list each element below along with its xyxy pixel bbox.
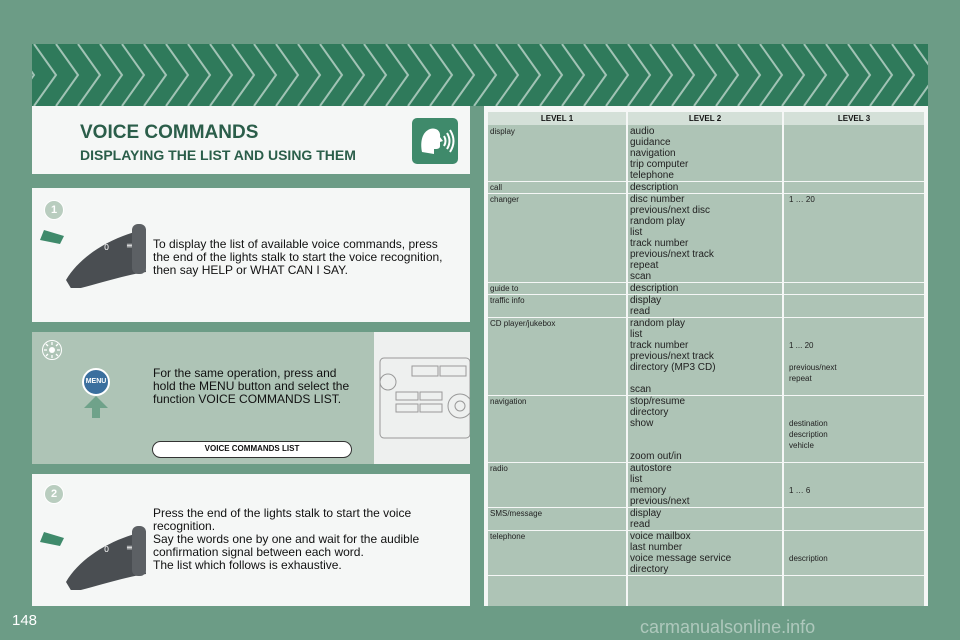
header-level3: LEVEL 3: [784, 112, 924, 125]
chevron-stripe: [166, 44, 188, 106]
table-cell-level2: autostore: [630, 463, 672, 474]
chevron-stripe: [100, 44, 122, 106]
table-cell-level1: telephone: [490, 532, 526, 541]
chevron-pattern: [32, 44, 928, 106]
chevron-stripe: [760, 44, 782, 106]
chevron-stripe: [496, 44, 518, 106]
svg-text:≡: ≡: [126, 543, 133, 552]
table-cell-level3: description: [789, 554, 828, 563]
voice-commands-list-pill: VOICE COMMANDS LIST: [152, 441, 352, 458]
table-cell-level2: description: [630, 182, 679, 193]
chevron-stripe: [122, 44, 144, 106]
row-divider: [488, 395, 924, 396]
chevron-stripe: [738, 44, 760, 106]
chevron-stripe: [892, 44, 914, 106]
chevron-stripe: [32, 44, 34, 106]
row-divider: [488, 530, 924, 531]
chevron-stripe: [144, 44, 166, 106]
row-divider: [488, 282, 924, 283]
table-cell-level2: previous/next disc: [630, 205, 711, 216]
table-cell-level1: radio: [490, 464, 508, 473]
tip-line: function VOICE COMMANDS LIST.: [153, 392, 342, 406]
table-cell-level2: repeat: [630, 260, 659, 271]
table-cell-level2: memory: [630, 485, 667, 496]
table-cell-level2: stop/resume: [630, 396, 686, 407]
table-cell-level2: read: [630, 306, 651, 317]
table-cell-level2: directory (MP3 CD): [630, 362, 716, 373]
chevron-stripe: [430, 44, 452, 106]
chevron-stripe: [716, 44, 738, 106]
table-cell-level3: repeat: [789, 374, 812, 383]
tip-line: For the same operation, press and: [153, 366, 337, 380]
table-cell-level3: 1 … 20: [789, 195, 815, 204]
table-cell-level2: list: [630, 474, 643, 485]
table-cell-level2: voice mailbox: [630, 531, 691, 542]
step2-panel: [32, 474, 470, 606]
table-cell-level3: description: [789, 430, 828, 439]
chevron-stripe: [672, 44, 694, 106]
chevron-stripe: [848, 44, 870, 106]
chevron-stripe: [210, 44, 232, 106]
table-cell-level2: random play: [630, 216, 686, 227]
table-cell-level3: destination: [789, 419, 828, 428]
chevron-stripe: [826, 44, 848, 106]
chevron-stripe: [518, 44, 540, 106]
chevron-stripe: [386, 44, 408, 106]
row-divider: [488, 462, 924, 463]
chevron-stripe: [540, 44, 562, 106]
step1-badge: 1: [44, 200, 64, 220]
table-cell-level3: previous/next: [789, 363, 837, 372]
chevron-stripe: [342, 44, 364, 106]
row-divider: [488, 575, 924, 576]
watermark: carmanualsonline.info: [640, 617, 816, 637]
chevron-stripe: [474, 44, 496, 106]
chevron-stripe: [232, 44, 254, 106]
chevron-stripe: [562, 44, 584, 106]
row-divider: [488, 181, 924, 182]
table-cell-level1: traffic info: [490, 296, 525, 305]
header-level1: LEVEL 1: [488, 112, 626, 125]
table-cell-level2: previous/next track: [630, 351, 714, 362]
table-cell-level2: description: [630, 283, 679, 294]
voice-command-icon: [412, 118, 458, 164]
table-cell-level1: display: [490, 127, 515, 136]
table-cell-level1: CD player/jukebox: [490, 319, 556, 328]
step2-line: The list which follows is exhaustive.: [153, 558, 342, 572]
chevron-stripe: [276, 44, 298, 106]
table-cell-level2: audio: [630, 126, 655, 137]
table-cell-level2: scan: [630, 384, 652, 395]
svg-text:0: 0: [104, 545, 110, 554]
table-cell-level2: read: [630, 519, 651, 530]
tip-text: [153, 367, 349, 406]
chevron-stripe: [584, 44, 606, 106]
page-number: 148: [12, 612, 38, 629]
row-divider: [488, 294, 924, 295]
lights-stalk-illustration: [40, 518, 150, 590]
chevron-stripe: [188, 44, 210, 106]
table-cell-level2: voice message service: [630, 553, 732, 564]
page-subtitle: DISPLAYING THE LIST AND USING THEM: [80, 147, 356, 163]
table-cell-level2: directory: [630, 407, 669, 418]
step1-text: [153, 238, 443, 277]
table-cell-level1: call: [490, 183, 503, 192]
table-cell-level1: navigation: [490, 397, 527, 406]
tip-line: hold the MENU button and select the: [153, 379, 350, 393]
lights-stalk-illustration: [40, 216, 150, 288]
table-cell-level3: 1 … 6: [789, 486, 811, 495]
chevron-stripe: [452, 44, 474, 106]
level3-column: [784, 112, 924, 606]
chevron-stripe: [804, 44, 826, 106]
table-cell-level2: scan: [630, 271, 652, 282]
step1-panel: [32, 188, 470, 322]
step2-text: [153, 507, 419, 572]
chevron-stripe: [254, 44, 276, 106]
chevron-stripe: [78, 44, 100, 106]
chevron-stripe: [408, 44, 430, 106]
chevron-stripe: [782, 44, 804, 106]
table-cell-level2: previous/next track: [630, 249, 714, 260]
chevron-stripe: [694, 44, 716, 106]
table-cell-level2: random play: [630, 318, 686, 329]
table-cell-level2: track number: [630, 238, 689, 249]
chevron-stripe: [56, 44, 78, 106]
table-cell-level2: track number: [630, 340, 689, 351]
chevron-stripe: [364, 44, 386, 106]
chevron-stripe: [628, 44, 650, 106]
chevron-banner: [32, 44, 928, 106]
table-cell-level2: telephone: [630, 170, 674, 181]
title-box: [32, 106, 470, 174]
chevron-stripe: [34, 44, 56, 106]
table-cell-level2: list: [630, 329, 643, 340]
chevron-stripe: [606, 44, 628, 106]
table-cell-level2: last number: [630, 542, 683, 553]
page-title: VOICE COMMANDS: [80, 122, 259, 143]
table-cell-level2: guidance: [630, 137, 671, 148]
row-divider: [488, 193, 924, 194]
step2-line: Say the words one by one and wait for the audible: [153, 532, 420, 546]
radio-panel-illustration: [374, 332, 470, 464]
step2-line: recognition.: [153, 519, 216, 533]
chevron-stripe: [320, 44, 342, 106]
chevron-stripe: [870, 44, 892, 106]
sun-icon: [42, 340, 62, 360]
table-cell-level2: show: [630, 418, 654, 429]
chevron-stripe: [298, 44, 320, 106]
chevron-stripe: [914, 44, 928, 106]
table-cell-level3: 1 ... 20: [789, 341, 814, 350]
table-cell-level1: guide to: [490, 284, 519, 293]
step1-line: then say HELP or WHAT CAN I SAY.: [153, 263, 348, 277]
voice-commands-table: [484, 106, 928, 606]
menu-button-illustration: MENU: [82, 368, 110, 396]
step2-line: confirmation signal between each word.: [153, 545, 364, 559]
table-cell-level3: vehicle: [789, 441, 814, 450]
step2-line: Press the end of the lights stalk to start the voice: [153, 506, 412, 520]
header-level2: LEVEL 2: [628, 112, 782, 125]
table-cell-level2: disc number: [630, 194, 685, 205]
svg-text:0: 0: [104, 243, 110, 252]
table-cell-level2: list: [630, 227, 643, 238]
table-cell-level2: trip computer: [630, 159, 689, 170]
table-cell-level2: directory: [630, 564, 669, 575]
table-cell-level1: changer: [490, 195, 519, 204]
step1-line: To display the list of available voice commands, press: [153, 237, 438, 251]
tip-panel: [32, 332, 470, 464]
table-cell-level2: navigation: [630, 148, 676, 159]
table-cell-level2: display: [630, 295, 662, 306]
table-cell-level2: display: [630, 508, 662, 519]
row-divider: [488, 507, 924, 508]
step1-line: the end of the lights stalk to start the voice recognition,: [153, 250, 443, 264]
chevron-stripe: [650, 44, 672, 106]
table-cell-level1: SMS/message: [490, 509, 543, 518]
step2-badge: 2: [44, 484, 64, 504]
table-cell-level2: zoom out/in: [630, 451, 682, 462]
svg-text:≡: ≡: [126, 241, 133, 250]
arrow-up-icon: [84, 396, 108, 418]
table-cell-level2: previous/next: [630, 496, 690, 507]
